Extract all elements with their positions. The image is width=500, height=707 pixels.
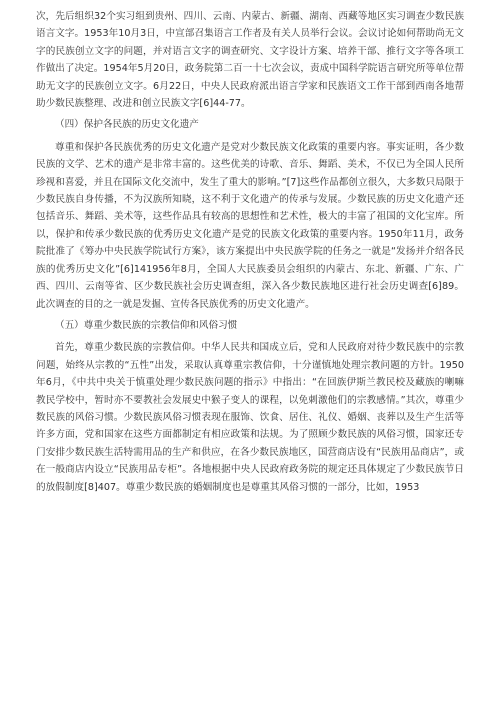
section-heading-cultural-heritage: （四）保护各民族的历史文化遗产 <box>55 119 199 131</box>
body-paragraph-cultural-heritage: 尊重和保护各民族优秀的历史文化遗产是党对少数民族文化政策的重要内容。事实证明，各少数民族的文学、艺术的遗产是非常丰富的。这些优美的诗歌、音乐、舞蹈、美术，不仅已为全国人民所珍视和喜爱，并且在国际文化交流中，发生了重大的影响。”[7]这些作品都创立很久，大多数只局限于少数民族自身传播，不为汉族所知晓，这不利于文化遗产的传承与发展。少数民族的历史文化遗产还包括音乐、舞蹈、美术等，这些作品具有较高的思想性和艺术性，极大的丰富了祖国的文化宝库。所以，保护和传承少数民族的优秀历史文化遗产是党的民族文化政策的重要内容。1950年11月，政务院批准了《筹办中央民族学院试行方案》，该方案提出中央民族学院的任务之一就是“发扬并介绍各民族的优秀历史文化”[6]141956年8月，全国人大民族委员会组织的内蒙古、东北、新疆、广东、广西、四川、云南等省、区少数民族社会历史调查组，深入各少数民族地区进行社会历史调查[6]89。此次调查的目的之一就是发掘、宣传各民族优秀的历史文化遗产。 <box>36 141 464 310</box>
body-paragraph-religion-customs: 首先，尊重少数民族的宗教信仰。中华人民共和国成立后，党和人民政府对待少数民族中的宗教问题，始终从宗教的“五性”出发，采取认真尊重宗教信仰，十分谨慎地处理宗教问题的方针。1950年6月，《中共中央关于慎重处理少数民族问题的指示》中指出：“在回族伊斯兰教民校及藏族的喇嘛教民学校中，暂时亦不要教社会发展史中猴子变人的课程，以免刺激他们的宗教感情。”其次，尊重少数民族的风俗习惯。少数民族风俗习惯表现在服饰、饮食、居住、礼仪、婚姻、丧葬以及生产生活等许多方面，党和国家在这些方面都制定有相应政策和法规。为了照顾少数民族的风俗习惯，国家还专门安排少数民族生活特需用品的生产和供应，在各少数民族地区，国营商店设有“民族用品商店”，或在一般商店内设立“民族用品专柜”。各地根据中央人民政府政务院的规定还具体规定了少数民族节日的放假制度[8]407。尊重少数民族的婚姻制度也是尊重其风俗习惯的一部分，比如，1953 <box>36 342 464 493</box>
body-paragraph-language-survey: 次，先后组织32个实习组到贵州、四川、云南、内蒙古、新疆、湖南、西藏等地区实习调查少数民族语言文字。1953年10月3日，中宣部召集语言工作者及有关人员举行会议。会议讨论如何帮助尚无文字的民族创立文字的问题，并对语言文字的调查研究、文字设计方案、培养干部、推行文字等各项工作做出了决定。1954年5月20日，政务院第二百一十七次会议，责成中国科学院语言研究所等单位帮助无文字的民族创立文字。6月22日，中央人民政府派出语言学家和民族语文工作干部到西南各地帮助少数民族整理、改进和创立民族文字[6]44-77。 <box>36 11 464 110</box>
section-heading-religion-customs: （五）尊重少数民族的宗教信仰和风俗习惯 <box>55 319 238 331</box>
